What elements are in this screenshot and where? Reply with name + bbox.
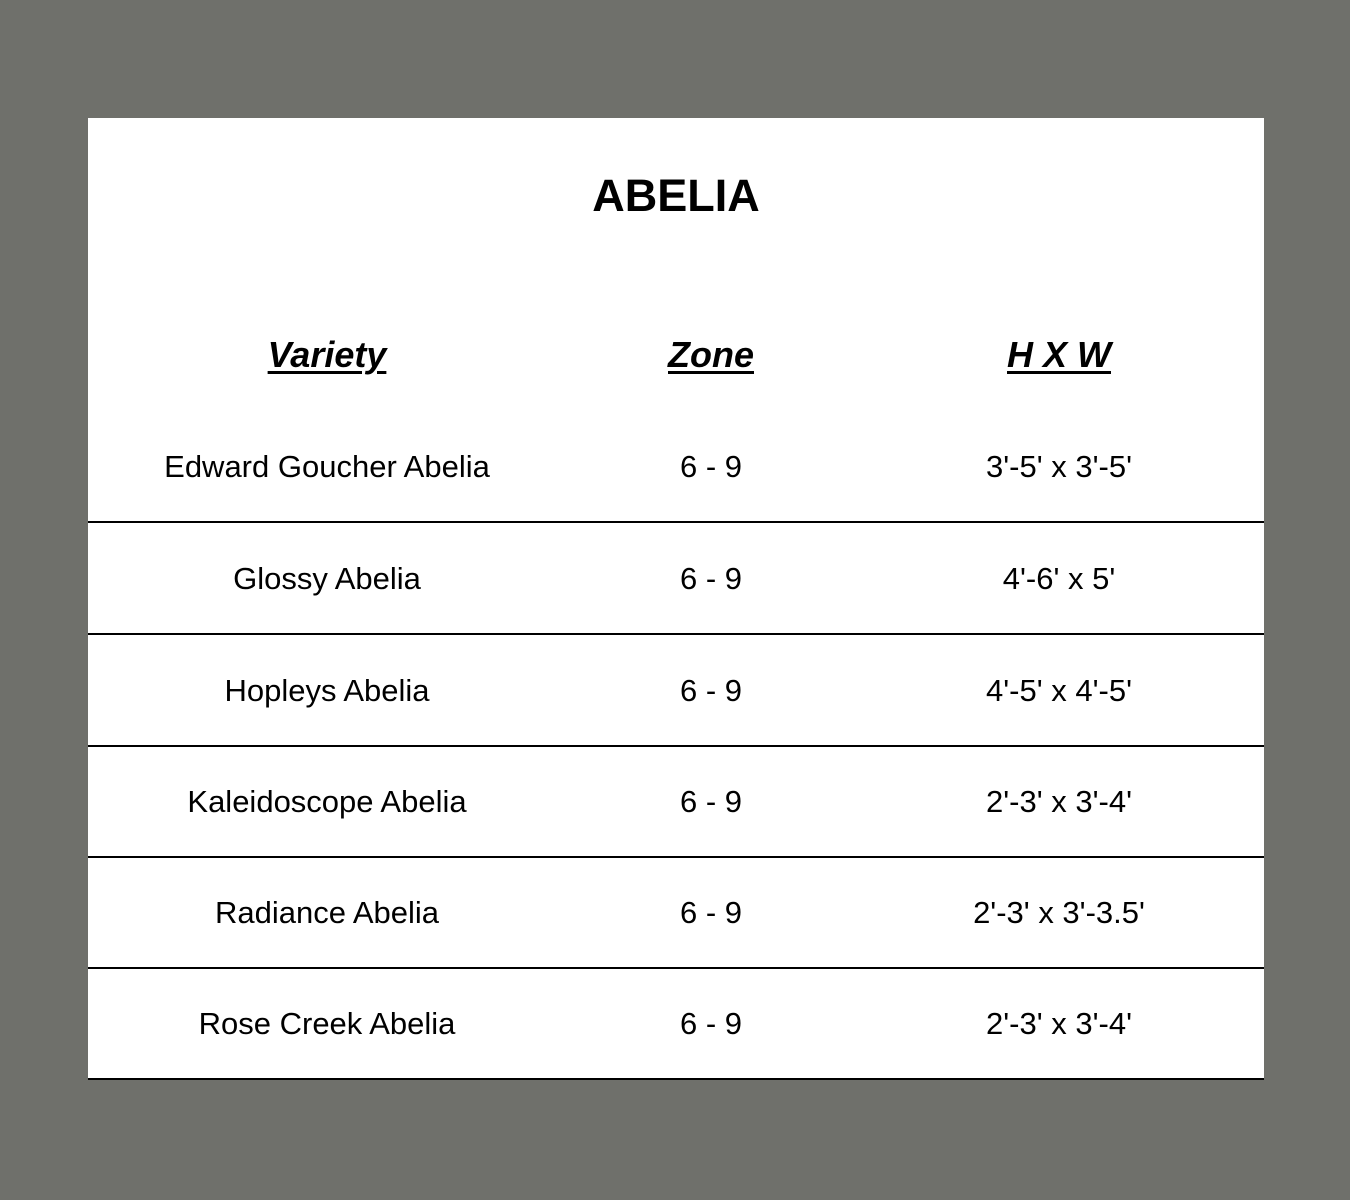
variety-cell: Hopleys Abelia <box>224 672 430 708</box>
column-header-variety: Variety <box>267 334 387 375</box>
column-header-size: H X W <box>1007 334 1111 375</box>
size-cell: 4'-5' x 4'-5' <box>985 672 1132 708</box>
size-cell: 2'-3' x 3'-3.5' <box>973 894 1145 930</box>
size-cell: 3'-5' x 3'-5' <box>985 448 1132 484</box>
table-title: ABELIA <box>592 170 760 221</box>
table-row <box>88 524 1264 635</box>
size-cell: 4'-6' x 5' <box>1002 560 1116 596</box>
zone-cell: 6 - 9 <box>679 448 743 484</box>
variety-cell: Radiance Abelia <box>214 894 440 930</box>
table-row <box>88 412 1264 523</box>
zone-cell: 6 - 9 <box>679 560 743 596</box>
table-row <box>88 747 1264 858</box>
zone-cell: 6 - 9 <box>679 894 743 930</box>
zone-cell: 6 - 9 <box>679 1005 743 1041</box>
zone-cell: 6 - 9 <box>679 783 743 819</box>
size-cell: 2'-3' x 3'-4' <box>985 1005 1132 1041</box>
variety-cell: Rose Creek Abelia <box>198 1005 456 1041</box>
abelia-table-card <box>88 118 1264 1080</box>
variety-cell: Glossy Abelia <box>233 560 421 596</box>
table-row <box>88 858 1264 969</box>
table-row <box>88 969 1264 1080</box>
variety-cell: Kaleidoscope Abelia <box>187 783 467 819</box>
table-header-row <box>88 300 1264 410</box>
table-row <box>88 636 1264 747</box>
variety-cell: Edward Goucher Abelia <box>164 448 490 484</box>
zone-cell: 6 - 9 <box>679 672 743 708</box>
size-cell: 2'-3' x 3'-4' <box>985 783 1132 819</box>
column-header-zone: Zone <box>668 334 754 375</box>
